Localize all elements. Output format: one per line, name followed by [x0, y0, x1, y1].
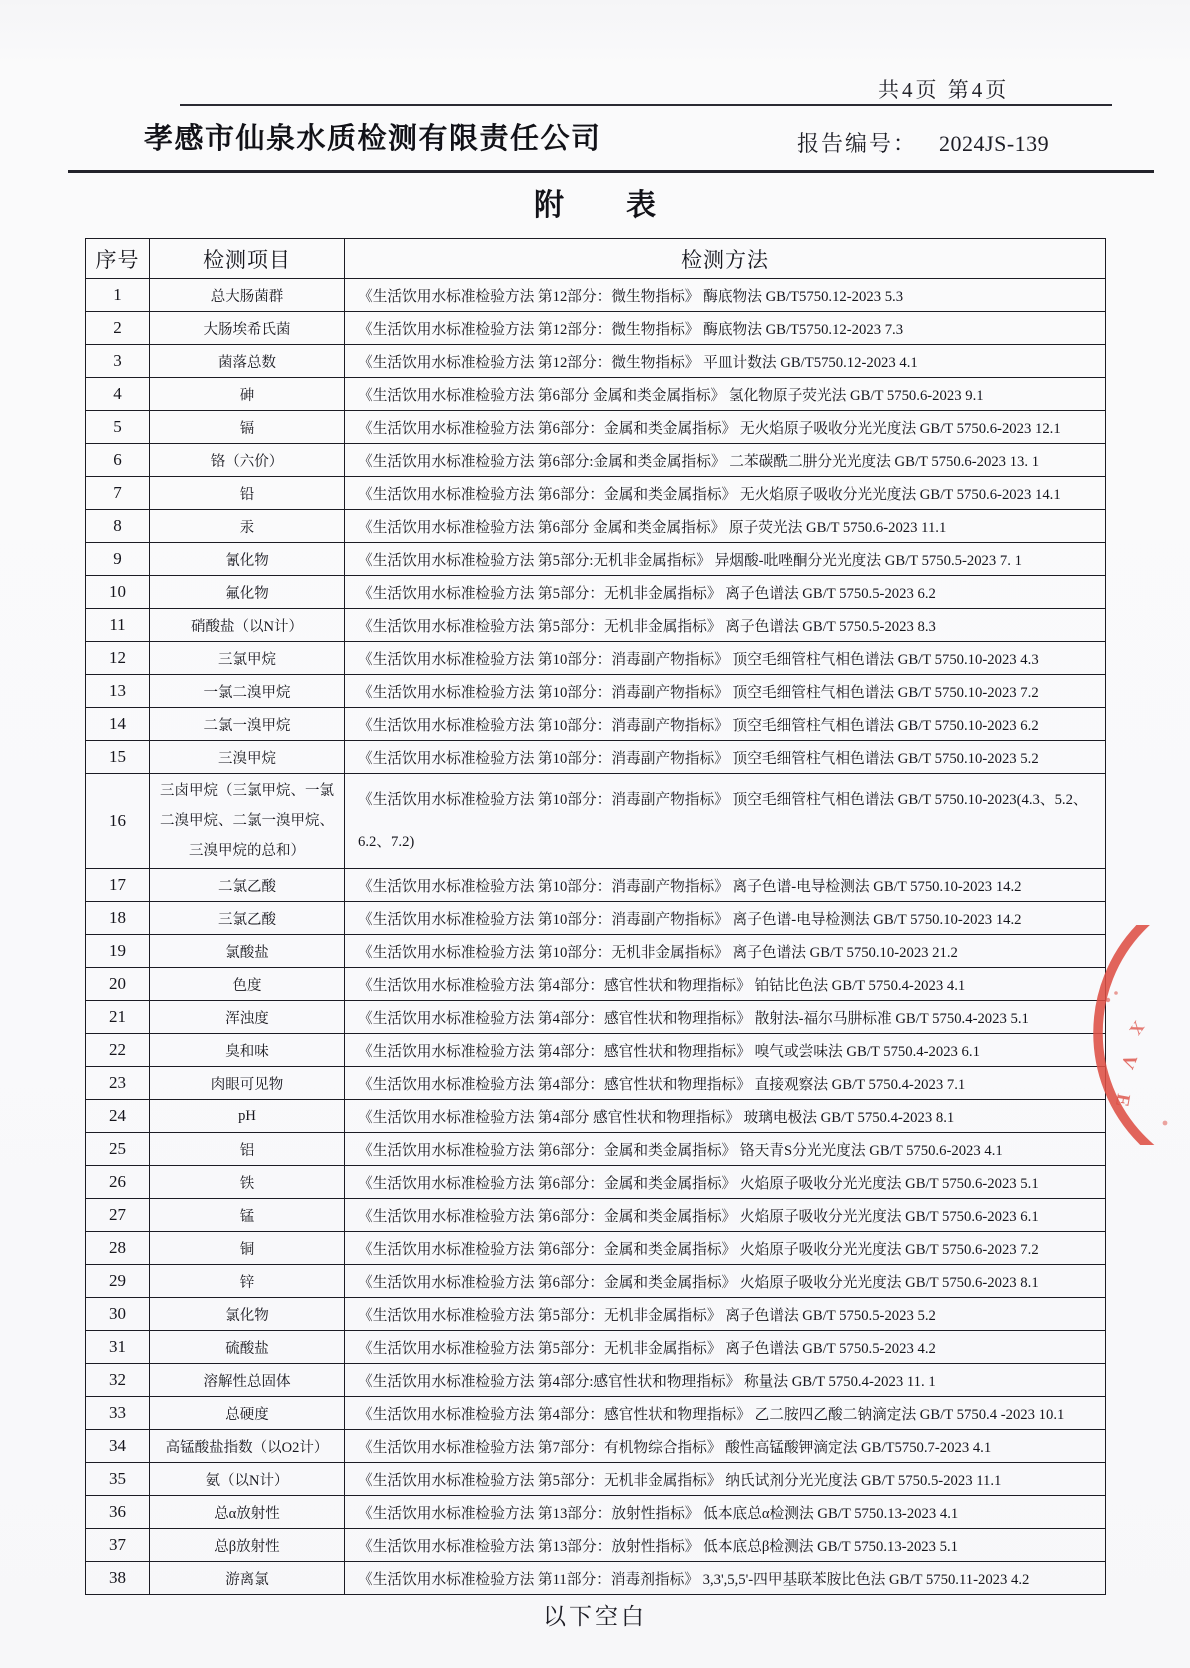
methods-table [85, 238, 1106, 1595]
page-indicator: 共4页 第4页 [878, 78, 1010, 102]
cell-serial-number: 37 [86, 1529, 150, 1562]
cell-test-item: 臭和味 [150, 1034, 345, 1067]
cell-test-method: 《生活饮用水标准检验方法 第10部分：消毒副产物指标》 顶空毛细管柱气相色谱法 GB/T 5750.10-2023(4.3、5.2、6.2、7.2) [345, 774, 1106, 869]
cell-serial-number: 3 [86, 345, 150, 378]
cell-serial-number: 29 [86, 1265, 150, 1298]
table-row [86, 1001, 1106, 1034]
cell-serial-number: 4 [86, 378, 150, 411]
cell-test-method: 《生活饮用水标准检验方法 第12部分：微生物指标》 平皿计数法 GB/T5750.12-2023 4.1 [345, 345, 1106, 378]
cell-test-item: 高锰酸盐指数（以O2计） [150, 1430, 345, 1463]
header-rule-top [180, 104, 1112, 106]
cell-test-method: 《生活饮用水标准检验方法 第5部分：无机非金属指标》 离子色谱法 GB/T 5750.5-2023 8.3 [345, 609, 1106, 642]
header-test-method: 检测方法 [345, 239, 1106, 279]
cell-serial-number: 21 [86, 1001, 150, 1034]
cell-serial-number: 9 [86, 543, 150, 576]
cell-test-item: 总硬度 [150, 1397, 345, 1430]
cell-test-method: 《生活饮用水标准检验方法 第4部分：感官性状和物理指标》 直接观察法 GB/T 5750.4-2023 7.1 [345, 1067, 1106, 1100]
table-body [86, 279, 1106, 1595]
cell-serial-number: 26 [86, 1166, 150, 1199]
cell-test-item: 二氯乙酸 [150, 869, 345, 902]
table-row [86, 1067, 1106, 1100]
table-row [86, 869, 1106, 902]
seal-fragment-2: V [1116, 1051, 1141, 1072]
cell-test-item: 三溴甲烷 [150, 741, 345, 774]
cell-test-item: 一氯二溴甲烷 [150, 675, 345, 708]
cell-test-method: 《生活饮用水标准检验方法 第6部分 金属和类金属指标》 氢化物原子荧光法 GB/T 5750.6-2023 9.1 [345, 378, 1106, 411]
cell-test-method: 《生活饮用水标准检验方法 第10部分：消毒副产物指标》 顶空毛细管柱气相色谱法 GB/T 5750.10-2023 4.3 [345, 642, 1106, 675]
cell-serial-number: 5 [86, 411, 150, 444]
table-row [86, 444, 1106, 477]
cell-test-item: 氯化物 [150, 1298, 345, 1331]
cell-test-item: 三卤甲烷（三氯甲烷、一氯二溴甲烷、二氯一溴甲烷、三溴甲烷的总和） [150, 774, 345, 869]
table-row [86, 1265, 1106, 1298]
cell-test-method: 《生活饮用水标准检验方法 第10部分：消毒副产物指标》 离子色谱-电导检测法 GB/T 5750.10-2023 14.2 [345, 869, 1106, 902]
cell-test-item: 铜 [150, 1232, 345, 1265]
table-row [86, 1463, 1106, 1496]
cell-serial-number: 8 [86, 510, 150, 543]
cell-test-item: 浑浊度 [150, 1001, 345, 1034]
cell-serial-number: 38 [86, 1562, 150, 1595]
cell-serial-number: 11 [86, 609, 150, 642]
document-title-char-1: 附 [534, 189, 564, 222]
cell-test-item: 总大肠菌群 [150, 279, 345, 312]
table-row [86, 1397, 1106, 1430]
cell-serial-number: 27 [86, 1199, 150, 1232]
cell-test-method: 《生活饮用水标准检验方法 第5部分：无机非金属指标》 离子色谱法 GB/T 5750.5-2023 4.2 [345, 1331, 1106, 1364]
table-row [86, 1199, 1106, 1232]
cell-test-method: 《生活饮用水标准检验方法 第10部分：无机非金属指标》 离子色谱法 GB/T 5750.10-2023 21.2 [345, 935, 1106, 968]
cell-test-item: 二氯一溴甲烷 [150, 708, 345, 741]
table-row [86, 510, 1106, 543]
report-number [797, 127, 1049, 158]
cell-test-item: 铁 [150, 1166, 345, 1199]
cell-test-item: 氯酸盐 [150, 935, 345, 968]
cell-test-item: 锌 [150, 1265, 345, 1298]
cell-serial-number: 1 [86, 279, 150, 312]
cell-test-method: 《生活饮用水标准检验方法 第5部分：无机非金属指标》 离子色谱法 GB/T 5750.5-2023 5.2 [345, 1298, 1106, 1331]
cell-test-method: 《生活饮用水标准检验方法 第6部分 金属和类金属指标》 原子荧光法 GB/T 5750.6-2023 11.1 [345, 510, 1106, 543]
cell-test-method: 《生活饮用水标准检验方法 第7部分：有机物综合指标》 酸性高锰酸钾滴定法 GB/T5750.7-2023 4.1 [345, 1430, 1106, 1463]
cell-test-method: 《生活饮用水标准检验方法 第10部分：消毒副产物指标》 顶空毛细管柱气相色谱法 GB/T 5750.10-2023 6.2 [345, 708, 1106, 741]
cell-test-method: 《生活饮用水标准检验方法 第6部分：金属和类金属指标》 无火焰原子吸收分光光度法 GB/T 5750.6-2023 14.1 [345, 477, 1106, 510]
cell-test-method: 《生活饮用水标准检验方法 第4部分:感官性状和物理指标》 称量法 GB/T 5750.4-2023 11. 1 [345, 1364, 1106, 1397]
cell-serial-number: 10 [86, 576, 150, 609]
cell-serial-number: 7 [86, 477, 150, 510]
table-row [86, 968, 1106, 1001]
cell-serial-number: 33 [86, 1397, 150, 1430]
cell-test-method: 《生活饮用水标准检验方法 第5部分:无机非金属指标》 异烟酸-吡唑酮分光光度法 GB/T 5750.5-2023 7. 1 [345, 543, 1106, 576]
table-row [86, 774, 1106, 869]
cell-serial-number: 24 [86, 1100, 150, 1133]
table-row [86, 609, 1106, 642]
cell-serial-number: 13 [86, 675, 150, 708]
table-row [86, 1166, 1106, 1199]
cell-test-method: 《生活饮用水标准检验方法 第4部分：感官性状和物理指标》 铂钴比色法 GB/T 5750.4-2023 4.1 [345, 968, 1106, 1001]
table-row [86, 1232, 1106, 1265]
cell-test-item: 三氯甲烷 [150, 642, 345, 675]
cell-test-method: 《生活饮用水标准检验方法 第12部分：微生物指标》 酶底物法 GB/T5750.12-2023 5.3 [345, 279, 1106, 312]
cell-serial-number: 19 [86, 935, 150, 968]
cell-test-item: 游离氯 [150, 1562, 345, 1595]
cell-test-item: 硫酸盐 [150, 1331, 345, 1364]
table-row [86, 1298, 1106, 1331]
cell-test-method: 《生活饮用水标准检验方法 第10部分：消毒副产物指标》 顶空毛细管柱气相色谱法 GB/T 5750.10-2023 7.2 [345, 675, 1106, 708]
methods-table-wrap [85, 238, 1105, 1595]
cell-test-method: 《生活饮用水标准检验方法 第5部分：无机非金属指标》 离子色谱法 GB/T 5750.5-2023 6.2 [345, 576, 1106, 609]
table-row [86, 1430, 1106, 1463]
cell-serial-number: 14 [86, 708, 150, 741]
table-row [86, 1100, 1106, 1133]
table-row [86, 1562, 1106, 1595]
cell-test-item: 大肠埃希氏菌 [150, 312, 345, 345]
header-serial-number: 序号 [86, 239, 150, 279]
cell-test-item: 硝酸盐（以N计） [150, 609, 345, 642]
seal-fragment-3: X [1125, 1017, 1149, 1039]
cell-serial-number: 28 [86, 1232, 150, 1265]
table-row [86, 1034, 1106, 1067]
seal-fragment-1: E [1110, 1092, 1134, 1109]
document-title [0, 180, 1190, 224]
cell-test-item: 总α放射性 [150, 1496, 345, 1529]
cell-test-method: 《生活饮用水标准检验方法 第13部分：放射性指标》 低本底总β检测法 GB/T 5750.13-2023 5.1 [345, 1529, 1106, 1562]
cell-test-item: 铝 [150, 1133, 345, 1166]
table-row [86, 1529, 1106, 1562]
cell-test-item: 三氯乙酸 [150, 902, 345, 935]
cell-serial-number: 23 [86, 1067, 150, 1100]
cell-test-item: 铅 [150, 477, 345, 510]
table-row [86, 1133, 1106, 1166]
cell-serial-number: 30 [86, 1298, 150, 1331]
table-row [86, 378, 1106, 411]
cell-test-method: 《生活饮用水标准检验方法 第5部分：无机非金属指标》 纳氏试剂分光光度法 GB/T 5750.5-2023 11.1 [345, 1463, 1106, 1496]
cell-serial-number: 6 [86, 444, 150, 477]
cell-test-item: 菌落总数 [150, 345, 345, 378]
cell-test-method: 《生活饮用水标准检验方法 第6部分：金属和类金属指标》 火焰原子吸收分光光度法 GB/T 5750.6-2023 8.1 [345, 1265, 1106, 1298]
table-row [86, 1496, 1106, 1529]
cell-test-item: 氟化物 [150, 576, 345, 609]
report-number-value: 2024JS-139 [939, 131, 1050, 156]
cell-serial-number: 22 [86, 1034, 150, 1067]
cell-test-item: 镉 [150, 411, 345, 444]
blank-below-note: 以下空白 [543, 1604, 647, 1629]
cell-test-item: 总β放射性 [150, 1529, 345, 1562]
table-row [86, 902, 1106, 935]
cell-serial-number: 32 [86, 1364, 150, 1397]
cell-test-method: 《生活饮用水标准检验方法 第10部分：消毒副产物指标》 顶空毛细管柱气相色谱法 GB/T 5750.10-2023 5.2 [345, 741, 1106, 774]
table-row [86, 741, 1106, 774]
table-header-row [86, 239, 1106, 279]
company-name: 孝感市仙泉水质检测有限责任公司 [144, 123, 602, 155]
cell-serial-number: 25 [86, 1133, 150, 1166]
cell-test-method: 《生活饮用水标准检验方法 第11部分：消毒剂指标》 3,3',5,5'-四甲基联苯胺比色法 GB/T 5750.11-2023 4.2 [345, 1562, 1106, 1595]
table-row [86, 935, 1106, 968]
table-row [86, 1364, 1106, 1397]
cell-serial-number: 15 [86, 741, 150, 774]
table-row [86, 675, 1106, 708]
cell-test-method: 《生活饮用水标准检验方法 第10部分：消毒副产物指标》 离子色谱-电导检测法 GB/T 5750.10-2023 14.2 [345, 902, 1106, 935]
table-row [86, 576, 1106, 609]
table-row [86, 312, 1106, 345]
cell-test-item: 铬（六价） [150, 444, 345, 477]
table-row [86, 279, 1106, 312]
header-test-item: 检测项目 [150, 239, 345, 279]
cell-test-item: 色度 [150, 968, 345, 1001]
cell-test-method: 《生活饮用水标准检验方法 第4部分：感官性状和物理指标》 散射法-福尔马肼标准 GB/T 5750.4-2023 5.1 [345, 1001, 1106, 1034]
cell-serial-number: 35 [86, 1463, 150, 1496]
cell-test-method: 《生活饮用水标准检验方法 第6部分：金属和类金属指标》 火焰原子吸收分光光度法 GB/T 5750.6-2023 6.1 [345, 1199, 1106, 1232]
cell-test-method: 《生活饮用水标准检验方法 第13部分：放射性指标》 低本底总α检测法 GB/T 5750.13-2023 4.1 [345, 1496, 1106, 1529]
cell-test-item: 汞 [150, 510, 345, 543]
report-number-label: 报告编号： [797, 131, 918, 156]
cell-serial-number: 36 [86, 1496, 150, 1529]
cell-test-method: 《生活饮用水标准检验方法 第6部分：金属和类金属指标》 火焰原子吸收分光光度法 GB/T 5750.6-2023 5.1 [345, 1166, 1106, 1199]
cell-test-method: 《生活饮用水标准检验方法 第6部分：金属和类金属指标》 火焰原子吸收分光光度法 GB/T 5750.6-2023 7.2 [345, 1232, 1106, 1265]
cell-test-method: 《生活饮用水标准检验方法 第4部分：感官性状和物理指标》 嗅气或尝味法 GB/T 5750.4-2023 6.1 [345, 1034, 1106, 1067]
cell-test-method: 《生活饮用水标准检验方法 第6部分:金属和类金属指标》 二苯碳酰二肼分光光度法 GB/T 5750.6-2023 13. 1 [345, 444, 1106, 477]
cell-test-method: 《生活饮用水标准检验方法 第6部分：金属和类金属指标》 铬天青S分光光度法 GB/T 5750.6-2023 4.1 [345, 1133, 1106, 1166]
cell-test-method: 《生活饮用水标准检验方法 第6部分：金属和类金属指标》 无火焰原子吸收分光光度法 GB/T 5750.6-2023 12.1 [345, 411, 1106, 444]
cell-serial-number: 34 [86, 1430, 150, 1463]
table-row [86, 543, 1106, 576]
cell-test-item: 砷 [150, 378, 345, 411]
cell-test-item: 肉眼可见物 [150, 1067, 345, 1100]
cell-serial-number: 12 [86, 642, 150, 675]
cell-test-item: 溶解性总固体 [150, 1364, 345, 1397]
cell-serial-number: 17 [86, 869, 150, 902]
document-title-char-2: 表 [626, 189, 656, 222]
table-row [86, 708, 1106, 741]
cell-serial-number: 20 [86, 968, 150, 1001]
table-row [86, 477, 1106, 510]
cell-test-item: 氰化物 [150, 543, 345, 576]
table-row [86, 411, 1106, 444]
table-row [86, 1331, 1106, 1364]
cell-serial-number: 31 [86, 1331, 150, 1364]
cell-test-method: 《生活饮用水标准检验方法 第4部分 感官性状和物理指标》 玻璃电极法 GB/T 5750.4-2023 8.1 [345, 1100, 1106, 1133]
cell-test-item: 锰 [150, 1199, 345, 1232]
cell-test-item: pH [150, 1100, 345, 1133]
header-rule-full [68, 170, 1154, 173]
seal-arc [1098, 925, 1190, 1145]
cell-serial-number: 2 [86, 312, 150, 345]
cell-serial-number: 18 [86, 902, 150, 935]
cell-test-item: 氨（以N计） [150, 1463, 345, 1496]
table-row [86, 345, 1106, 378]
cell-test-method: 《生活饮用水标准检验方法 第4部分：感官性状和物理指标》 乙二胺四乙酸二钠滴定法 GB/T 5750.4 -2023 10.1 [345, 1397, 1106, 1430]
cell-serial-number: 16 [86, 774, 150, 869]
table-row [86, 642, 1106, 675]
cell-test-method: 《生活饮用水标准检验方法 第12部分：微生物指标》 酶底物法 GB/T5750.12-2023 7.3 [345, 312, 1106, 345]
